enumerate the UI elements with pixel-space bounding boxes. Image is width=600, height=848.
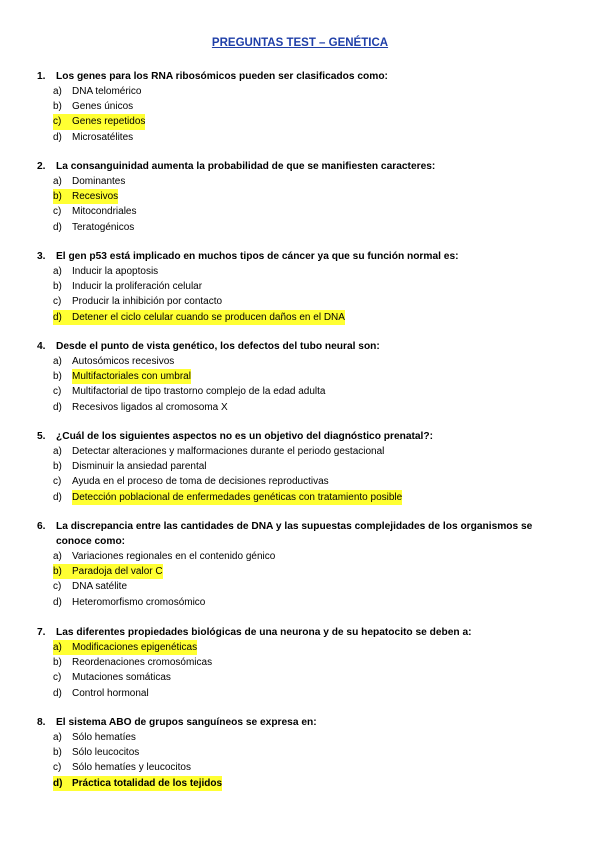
option-b-correct: b) Paradoja del valor C [53, 564, 567, 579]
question-text: 1. Los genes para los RNA ribosómicos pueden ser clasificados como: [37, 71, 388, 82]
option-b-correct: b) Recesivos [53, 189, 567, 204]
question-8 [37, 715, 567, 791]
option-d: d) Microsatélites [53, 131, 134, 143]
option-c-correct: c) Genes repetidos [53, 114, 567, 129]
question-text: 7. Las diferentes propiedades biológicas de una neurona y de su hepatocito se deben a: [37, 627, 472, 638]
option-c: c) DNA satélite [53, 581, 128, 593]
option-c: c) Mitocondriales [53, 206, 137, 218]
question-6 [37, 519, 567, 610]
option-a-correct: a) Modificaciones epigenéticas [53, 640, 567, 655]
option-d-correct: d) Detección poblacional de enfermedades genéticas con tratamiento posible [53, 490, 567, 505]
option-d: d) Teratogénicos [53, 221, 135, 233]
option-c: c) Ayuda en el proceso de toma de decisiones reproductivas [53, 476, 329, 488]
option-b: b) Inducir la proliferación celular [53, 281, 203, 293]
option-d-correct: d) Práctica totalidad de los tejidos [53, 776, 567, 791]
option-d: d) Control hormonal [53, 687, 149, 699]
page-title: PREGUNTAS TEST – GENÉTICA [211, 37, 389, 49]
option-a: a) Dominantes [53, 176, 126, 187]
question-text: 6. La discrepancia entre las cantidades de DNA y las supuestas complejidades de los organismos se conoce como: [37, 521, 533, 547]
question-text: 5. ¿Cuál de los siguientes aspectos no es un objetivo del diagnóstico prenatal?: [37, 431, 434, 442]
question-text: 2. La consanguinidad aumenta la probabilidad de que se manifiesten caracteres: [37, 161, 436, 172]
option-d: d) Heteromorfismo cromosómico [53, 596, 206, 608]
question-2 [37, 159, 567, 235]
question-5 [37, 429, 567, 505]
option-c: c) Producir la inhibición por contacto [53, 296, 223, 308]
option-a: a) Inducir la apoptosis [53, 266, 159, 277]
option-a: a) Autosómicos recesivos [53, 356, 175, 367]
question-7 [37, 625, 567, 701]
question-text: 4. Desde el punto de vista genético, los defectos del tubo neural son: [37, 341, 380, 352]
option-a: a) Detectar alteraciones y malformaciones durante el periodo gestacional [53, 446, 385, 457]
option-a: a) Variaciones regionales en el contenido génico [53, 551, 276, 562]
option-d-correct: d) Detener el ciclo celular cuando se producen daños en el DNA [53, 310, 567, 325]
option-b: b) Reordenaciones cromosómicas [53, 657, 213, 669]
option-a: a) Sólo hematíes [53, 732, 136, 743]
option-d: d) Recesivos ligados al cromosoma X [53, 401, 228, 413]
option-b: b) Genes únicos [53, 101, 134, 113]
question-3 [37, 249, 567, 325]
question-text: 3. El gen p53 está implicado en muchos tipos de cáncer ya que su función normal es: [37, 251, 459, 262]
question-1 [37, 69, 567, 145]
option-c: c) Multifactorial de tipo trastorno complejo de la edad adulta [53, 386, 326, 398]
option-a: a) DNA telomérico [53, 86, 142, 97]
option-c: c) Sólo hematíes y leucocitos [53, 762, 191, 774]
option-c: c) Mutaciones somáticas [53, 672, 171, 684]
question-4 [37, 339, 567, 415]
option-b-correct: b) Multifactoriales con umbral [53, 369, 567, 384]
option-b: b) Disminuir la ansiedad parental [53, 461, 207, 473]
option-b: b) Sólo leucocitos [53, 747, 140, 759]
question-text: 8. El sistema ABO de grupos sanguíneos se expresa en: [37, 717, 317, 728]
